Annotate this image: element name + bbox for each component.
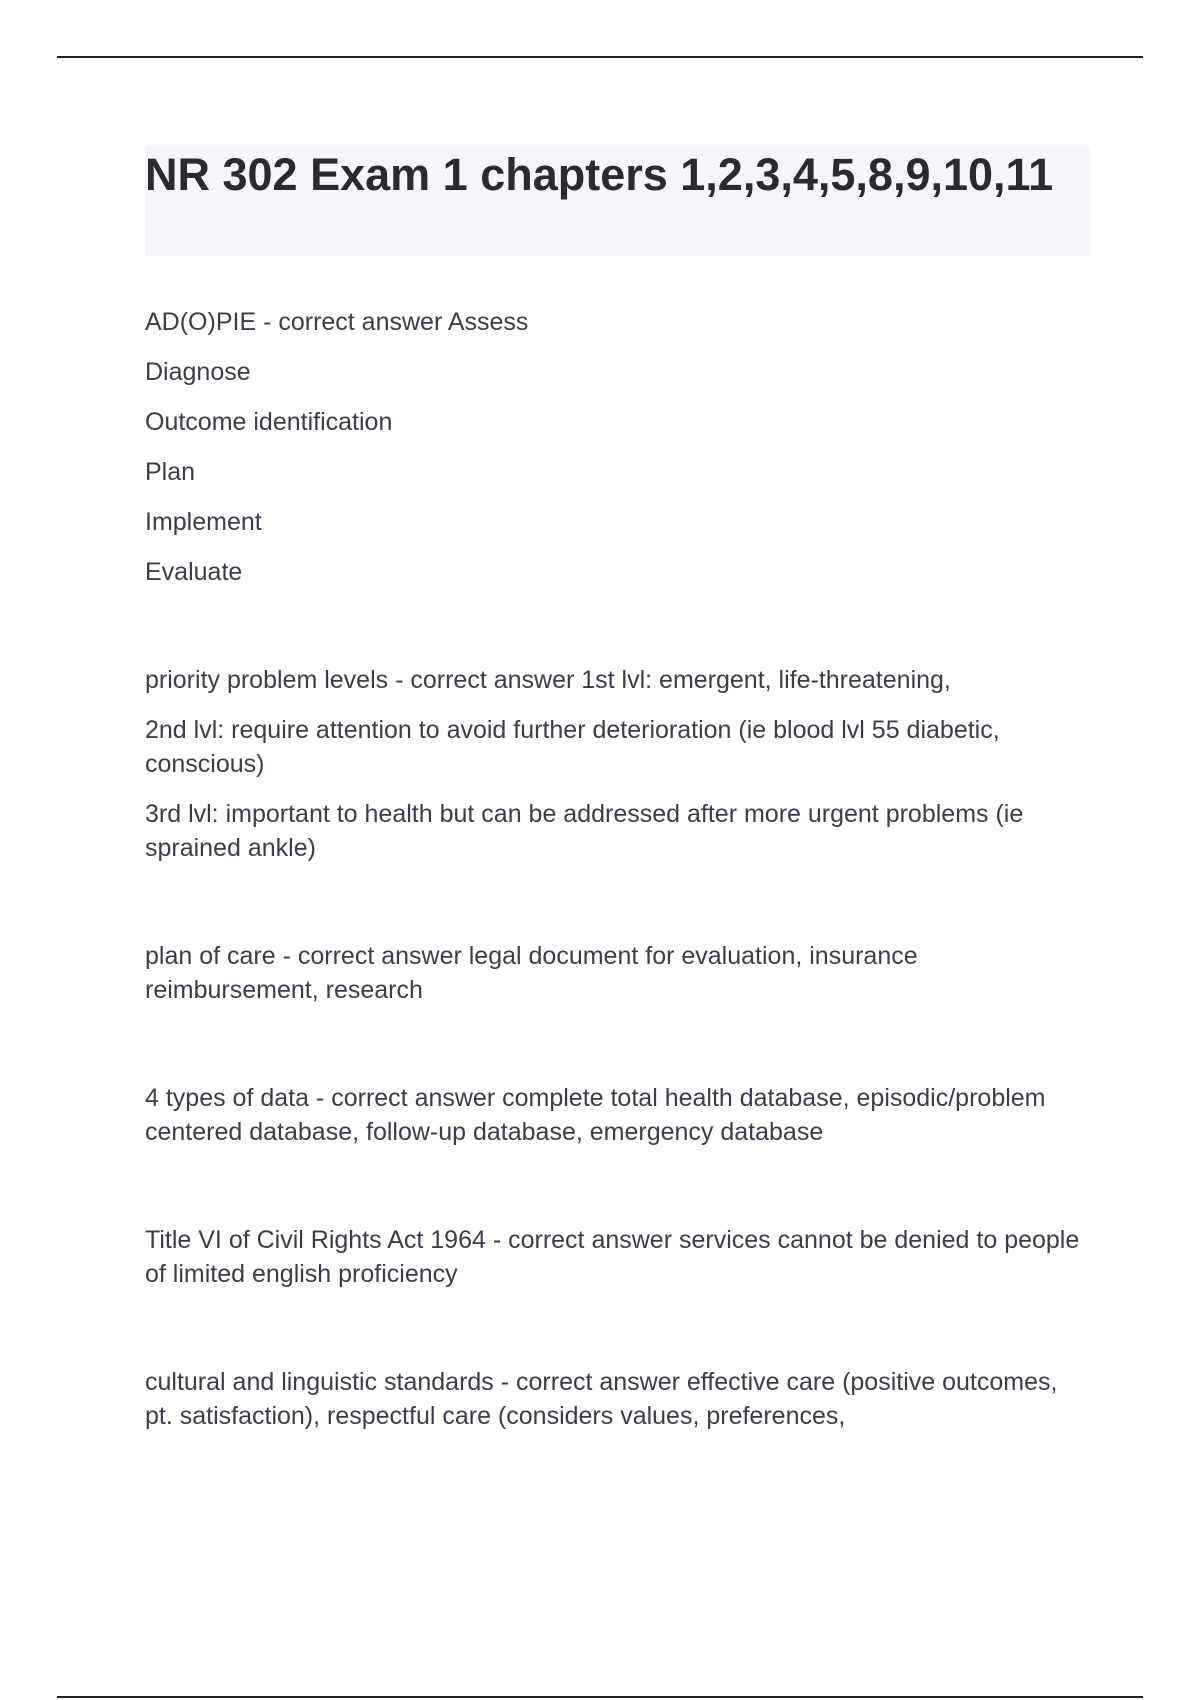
text-line: 2nd lvl: require attention to avoid further deterioration (ie blood lvl 55 diabetic, conscious) — [145, 716, 1000, 778]
text-line: Plan — [145, 458, 196, 486]
text-line: Evaluate — [145, 558, 243, 586]
text-line: cultural and linguistic standards - correct answer effective care (positive outcomes, pt. satisfaction), respectful care (considers values, preferences, — [145, 1368, 1058, 1430]
text-line: plan of care - correct answer legal document for evaluation, insurance reimbursement, research — [145, 942, 918, 1004]
section-gap — [145, 605, 1090, 663]
title-box — [145, 146, 1090, 256]
text-line: 3rd lvl: important to health but can be addressed after more urgent problems (ie sprained ankle) — [145, 800, 1024, 862]
section-plan-of-care — [145, 939, 1090, 1007]
text-line: Title VI of Civil Rights Act 1964 - correct answer services cannot be denied to people of limited english proficiency — [145, 1226, 1080, 1288]
document-body — [145, 305, 1090, 1449]
text-line: Diagnose — [145, 358, 251, 386]
section-gap — [145, 881, 1090, 939]
section-cultural-standards — [145, 1365, 1090, 1433]
text-line: AD(O)PIE - correct answer Assess — [145, 308, 529, 336]
section-priority-problem-levels — [145, 663, 1090, 865]
bottom-rule — [57, 1696, 1143, 1698]
section-types-of-data — [145, 1081, 1090, 1149]
text-line: Outcome identification — [145, 408, 393, 436]
page-title: NR 302 Exam 1 chapters 1,2,3,4,5,8,9,10,11 — [145, 149, 1054, 200]
top-rule — [57, 56, 1143, 58]
section-adopie — [145, 305, 1090, 589]
section-gap — [145, 1023, 1090, 1081]
section-gap — [145, 1307, 1090, 1365]
text-line: priority problem levels - correct answer 1st lvl: emergent, life-threatening, — [145, 666, 951, 694]
text-line: Implement — [145, 508, 262, 536]
section-gap — [145, 1165, 1090, 1223]
section-title-vi — [145, 1223, 1090, 1291]
text-line: 4 types of data - correct answer complete total health database, episodic/problem centered database, follow-up database, emergency database — [145, 1084, 1046, 1146]
